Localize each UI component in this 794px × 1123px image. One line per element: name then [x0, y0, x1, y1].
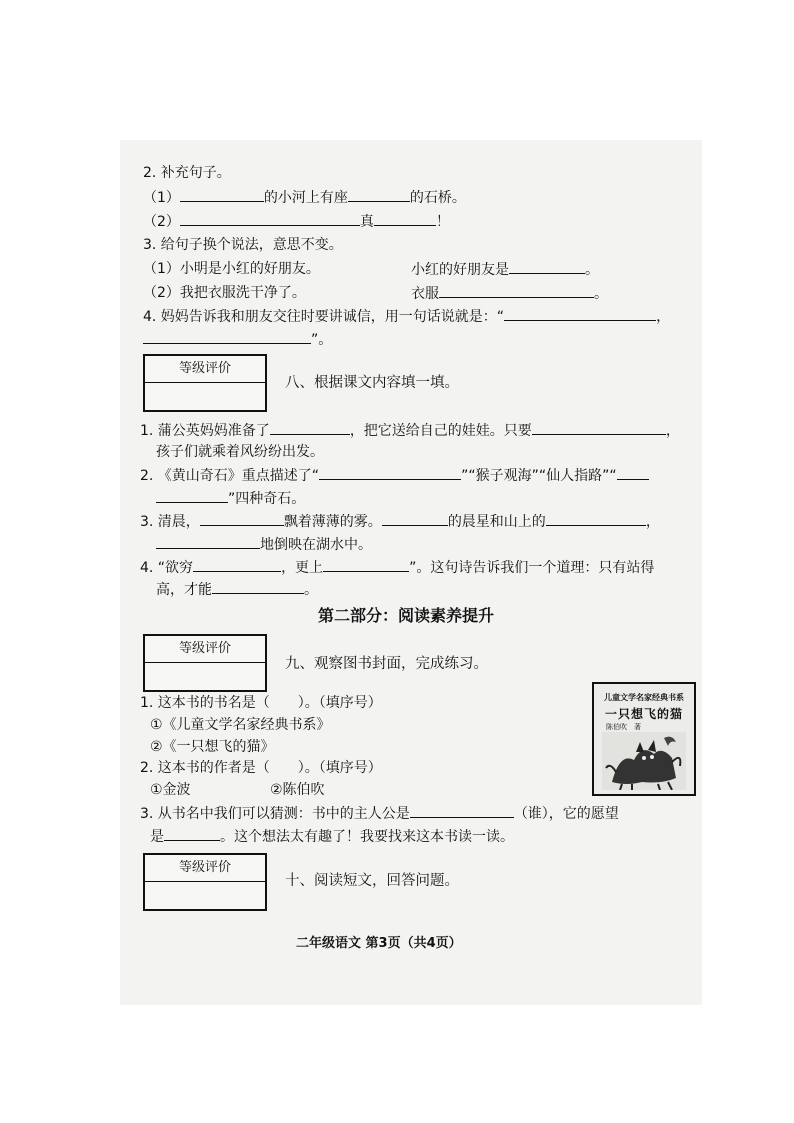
- q3-heading: 3. 给句子换个说法，意思不变。: [143, 237, 343, 253]
- blank[interactable]: [180, 188, 264, 202]
- blank[interactable]: [382, 512, 448, 526]
- s9-q1-option-1: ①《儿童文学名家经典书系》: [150, 717, 331, 733]
- q3-r1-end: 。: [585, 262, 599, 278]
- q3-row-2-right: [411, 284, 608, 303]
- book-title: 一只想飞的猫: [604, 707, 683, 721]
- blank[interactable]: [410, 804, 514, 818]
- blank[interactable]: [374, 212, 436, 226]
- s9-q3-d: 。这个想法太有趣了！我要找来这本书读一读。: [220, 829, 514, 845]
- blank[interactable]: [164, 827, 220, 841]
- q4-end: ”。: [311, 332, 333, 348]
- s8-l3-a: 2. 《黄山奇石》重点描述了“: [140, 468, 320, 484]
- q4-text: 4. 妈妈告诉我和朋友交往时要讲诚信，用一句话说就是：“: [143, 309, 505, 325]
- s8-line-8: [156, 580, 318, 599]
- s8-line-5: [140, 512, 660, 531]
- s8-l1-b: ，把它送给自己的娃娃。只要: [349, 423, 532, 439]
- q2-heading: 2. 补充句子。: [143, 165, 231, 181]
- q2-s1-number: （1）: [143, 190, 180, 206]
- q3-row-2-left: （2）我把衣服洗干净了。: [143, 285, 306, 301]
- q2-sentence-1: [143, 188, 466, 207]
- blank[interactable]: [156, 535, 260, 549]
- blank[interactable]: [270, 421, 350, 435]
- s8-l1-c: ，: [665, 423, 680, 439]
- blank[interactable]: [348, 188, 410, 202]
- s8-l5-c: 的晨星和山上的: [447, 514, 546, 530]
- q3-r1-prompt: 小红的好朋友是: [411, 262, 509, 278]
- book-cover-image: [592, 682, 696, 796]
- blank[interactable]: [509, 260, 585, 274]
- s9-q1-option-2: ②《一只想飞的猫》: [150, 739, 275, 755]
- s8-line-3: [140, 466, 649, 485]
- q2-s1-text-b: 的石桥。: [409, 190, 466, 206]
- grade-box-label: 等级评价: [145, 356, 265, 383]
- s9-q3-line-2: [150, 827, 514, 846]
- q3-r2-end: 。: [594, 286, 608, 302]
- q2-s1-text-a: 的小河上有座: [263, 190, 348, 206]
- s9-q3-line-1: [140, 804, 619, 823]
- s9-q2-option-1: ①金波: [150, 782, 191, 798]
- s9-q2-option-2: ②陈伯吹: [270, 782, 325, 798]
- s9-q3-a: 3. 从书名中我们可以猜测：书中的主人公是: [140, 806, 410, 822]
- cat-illustration: [602, 732, 686, 790]
- s8-line-6: [156, 535, 372, 554]
- grade-box-label: 等级评价: [145, 636, 265, 663]
- blank[interactable]: [156, 489, 228, 503]
- s8-l6: 地倒映在湖水中。: [260, 537, 372, 553]
- s8-l8-end: 。: [304, 582, 318, 598]
- q3-row-1-right: [411, 260, 599, 279]
- q2-sentence-2: [143, 212, 450, 231]
- grade-box: [143, 853, 267, 911]
- s8-l7-a: 4. “欲穷: [140, 560, 194, 576]
- blank[interactable]: [319, 466, 461, 480]
- blank[interactable]: [617, 466, 649, 480]
- blank[interactable]: [323, 558, 409, 572]
- s8-l1-a: 1. 蒲公英妈妈准备了: [140, 423, 270, 439]
- blank[interactable]: [180, 212, 360, 226]
- s8-l5-d: ，: [645, 514, 660, 530]
- blank[interactable]: [193, 558, 281, 572]
- blank[interactable]: [212, 580, 304, 594]
- s8-line-1: [140, 421, 680, 440]
- s8-l8: 高，才能: [156, 582, 212, 598]
- s8-line-7: [140, 558, 654, 577]
- q4-line-2: [143, 330, 332, 349]
- book-series: 儿童文学名家经典书系: [604, 693, 684, 702]
- q4-line-1: 4. 妈妈告诉我和朋友交往时要讲诚信，用一句话说就是：“ ，: [143, 309, 671, 325]
- blank[interactable]: [439, 284, 594, 298]
- s9-q2: 2. 这本书的作者是（ ）。（填序号）: [140, 760, 382, 776]
- section-8-title: 八、根据课文内容填一填。: [285, 375, 459, 391]
- section-9-title: 九、观察图书封面，完成练习。: [285, 656, 488, 672]
- blank[interactable]: [532, 421, 666, 435]
- s8-l7-c: ”。这句诗告诉我们一个道理：只有站得: [409, 560, 655, 576]
- grade-box: [143, 634, 267, 692]
- book-author: 陈伯吹 著: [606, 723, 641, 731]
- q2-s2-number: （2）: [143, 214, 180, 230]
- s8-line-2: 孩子们就乘着风纷纷出发。: [156, 444, 324, 460]
- part-2-title: 第二部分：阅读素养提升: [318, 606, 495, 625]
- grade-box: [143, 354, 267, 412]
- q2-s2-text-b: ！: [435, 214, 450, 230]
- q3-row-1-left: （1）小明是小红的好朋友。: [143, 261, 320, 277]
- s8-line-4: [156, 489, 305, 508]
- blank[interactable]: [200, 512, 284, 526]
- s9-q1: 1. 这本书的书名是（ ）。（填序号）: [140, 695, 382, 711]
- s8-l4: ”四种奇石。: [228, 491, 306, 507]
- s9-q3-c: 是: [150, 829, 164, 845]
- s8-l5-a: 3. 清晨，: [140, 514, 200, 530]
- s8-l5-b: 飘着薄薄的雾。: [283, 514, 382, 530]
- blank[interactable]: [504, 307, 656, 321]
- blank[interactable]: [143, 330, 311, 344]
- s8-l3-b: ”“猴子观海”“仙人指路”“: [461, 468, 617, 484]
- grade-box-label: 等级评价: [145, 855, 265, 882]
- blank[interactable]: [546, 512, 646, 526]
- q3-r2-prompt: 衣服: [411, 286, 439, 302]
- s9-q3-b: （谁），它的愿望: [513, 806, 619, 822]
- section-10-title: 十、阅读短文，回答问题。: [285, 873, 459, 889]
- q2-s2-text-a: 真: [359, 214, 374, 230]
- s8-l7-b: ，更上: [281, 560, 324, 576]
- page-footer: 二年级语文 第3页（共4页）: [296, 936, 462, 951]
